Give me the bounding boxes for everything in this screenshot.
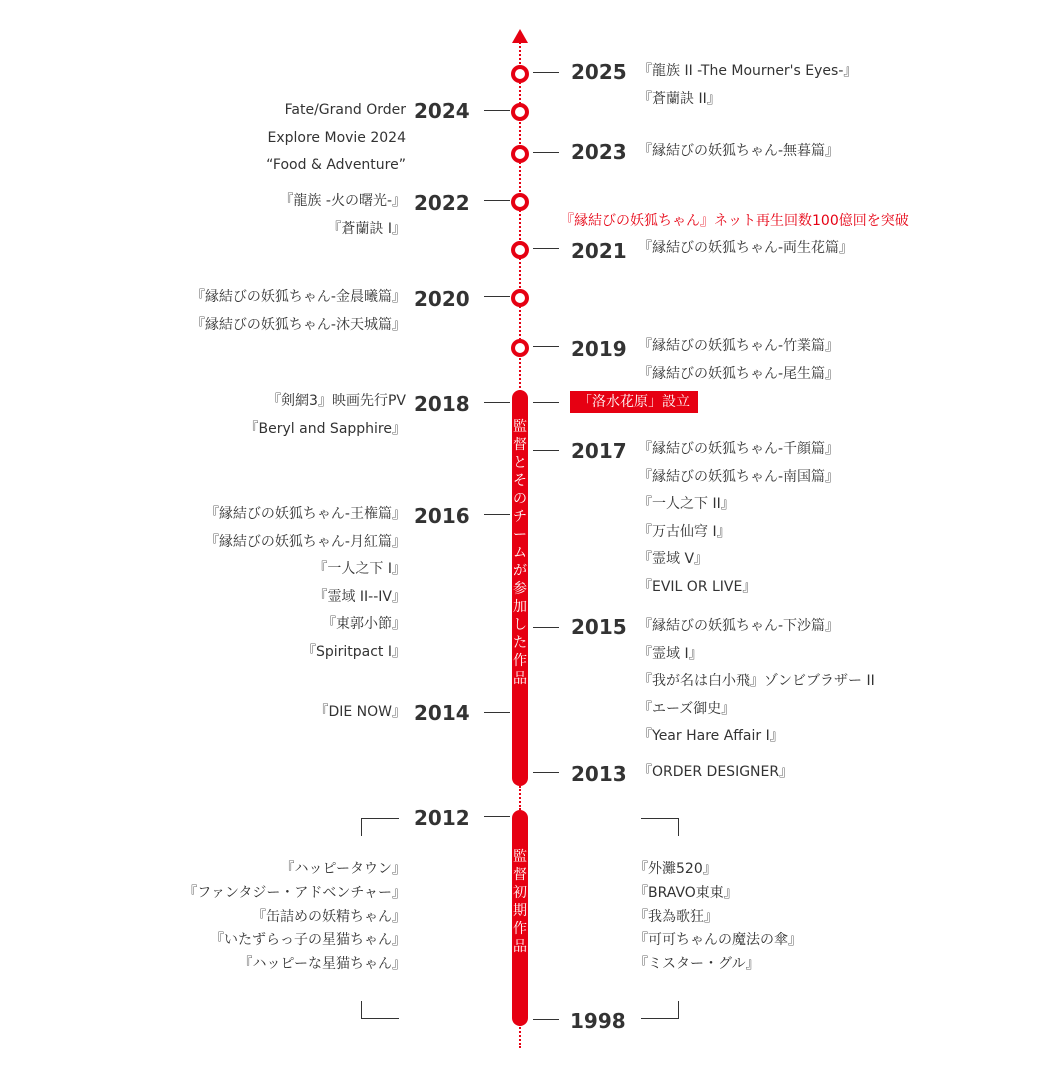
year-2023: 2023: [571, 140, 627, 164]
works-2024: [266, 97, 406, 180]
work-item: Fate/Grand Order: [284, 102, 406, 118]
work-item: 『Year Hare Affair I』: [638, 728, 784, 745]
work-item: 『万古仙穹 I』: [638, 523, 731, 540]
work-item: 『縁結びの妖狐ちゃん-金晨曦篇』: [190, 289, 406, 305]
works-2018: [245, 388, 406, 443]
tick-2018-right: [533, 402, 559, 403]
work-item: 『外灘520』: [634, 861, 717, 877]
works-2016: [205, 501, 406, 667]
work-item: 『霊域 V』: [638, 551, 709, 568]
year-marker-2025: [511, 65, 529, 83]
work-item: “Food & Adventure”: [266, 157, 406, 174]
work-item: 『縁結びの妖狐ちゃん-南国篇』: [638, 468, 840, 485]
works-2017: [638, 436, 839, 602]
year-2021: 2021: [571, 239, 627, 263]
work-item: 『Spiritpact I』: [301, 643, 406, 660]
work-item: 『可可ちゃんの魔法の傘』: [634, 932, 802, 949]
tick-2014: [484, 712, 510, 713]
year-marker-2021: [511, 241, 529, 259]
work-item: 『龍族 -火の曙光-』: [279, 193, 406, 209]
tick-2015: [533, 627, 559, 628]
works-2015: [638, 613, 875, 751]
work-item: 『ORDER DESIGNER』: [638, 764, 794, 780]
work-item: 『縁結びの妖狐ちゃん-下沙篇』: [638, 618, 840, 634]
work-item: 『縁結びの妖狐ちゃん-尾生篇』: [638, 365, 840, 382]
year-2016: 2016: [414, 504, 470, 528]
timeline-axis-lower: [519, 1024, 521, 1048]
tick-2023: [533, 152, 559, 153]
year-2015: 2015: [571, 615, 627, 639]
tick-2021: [533, 248, 559, 249]
works-2023: [638, 138, 839, 166]
works-2013: [638, 759, 793, 787]
year-2022: 2022: [414, 191, 470, 215]
year-2025: 2025: [571, 60, 627, 84]
studio-founded-badge: 「洛水花原」設立: [570, 391, 698, 413]
work-item: 『縁結びの妖狐ちゃん-月紅篇』: [204, 533, 406, 550]
work-item: 『我為歌狂』: [634, 908, 718, 925]
year-marker-2020: [511, 289, 529, 307]
early-works-label: 監督初期作品: [513, 849, 527, 955]
bracket-top-right: [641, 818, 679, 836]
works-2021: [638, 235, 853, 263]
works-2020: [191, 284, 406, 339]
work-item: 『蒼蘭訣 I』: [327, 220, 406, 237]
team-works-label: 監督とそのチームが参加した作品: [513, 419, 527, 687]
work-item: 『缶詰めの妖精ちゃん』: [252, 908, 406, 925]
works-2019: [638, 333, 839, 388]
work-item: 『縁結びの妖狐ちゃん-竹業篇』: [638, 338, 840, 354]
tick-2024: [484, 110, 510, 111]
year-2013: 2013: [571, 762, 627, 786]
work-item: 『EVIL OR LIVE』: [638, 578, 757, 595]
bracket-bottom-left: [361, 1001, 399, 1019]
timeline-axis-gap: [519, 786, 521, 810]
year-marker-2019: [511, 339, 529, 357]
works-2022: [279, 188, 406, 243]
tick-2012: [484, 816, 510, 817]
work-item: 『縁結びの妖狐ちゃん-王権篇』: [204, 506, 406, 522]
work-item: 『縁結びの妖狐ちゃん-千顔篇』: [638, 441, 840, 457]
year-marker-2024: [511, 103, 529, 121]
tick-2019: [533, 346, 559, 347]
tick-2016: [484, 514, 510, 515]
work-item: 『ハッピータウン』: [280, 861, 406, 877]
tick-1998: [533, 1019, 559, 1020]
year-2018: 2018: [414, 392, 470, 416]
year-marker-2023: [511, 145, 529, 163]
axis-arrow-icon: [512, 29, 528, 43]
year-2024: 2024: [414, 99, 470, 123]
work-item: 『一人之下 I』: [313, 561, 406, 578]
work-item: 『剣網3』映画先行PV: [267, 393, 406, 409]
work-item: 『龍族 II -The Mourner's Eyes-』: [638, 63, 858, 79]
work-item: Explore Movie 2024: [267, 129, 406, 146]
work-item: 『霊域 I』: [638, 645, 703, 662]
work-item: 『縁結びの妖狐ちゃん-両生花篇』: [638, 240, 854, 256]
work-item: 『Beryl and Sapphire』: [244, 420, 406, 437]
work-item: 『BRAVO東東』: [634, 884, 738, 901]
milestone-note: 『縁結びの妖狐ちゃん』ネット再生回数100億回を突破: [560, 213, 909, 229]
year-2020: 2020: [414, 287, 470, 311]
work-item: 『霊域 II--IV』: [313, 588, 406, 605]
work-item: 『蒼蘭訣 II』: [638, 90, 721, 107]
tick-2018-left: [484, 402, 510, 403]
work-item: 『我が名は白小飛』ゾンビブラザー II: [638, 673, 875, 690]
work-item: 『縁結びの妖狐ちゃん-無暮篇』: [638, 143, 840, 159]
works-2014: [314, 699, 406, 727]
early-works-left: [183, 858, 406, 977]
work-item: 『ハッピーな星猫ちゃん』: [238, 956, 406, 973]
work-item: 『エーズ御史』: [638, 700, 736, 717]
tick-2025: [533, 72, 559, 73]
tick-2013: [533, 772, 559, 773]
year-2014: 2014: [414, 701, 470, 725]
year-2017: 2017: [571, 439, 627, 463]
year-marker-2022: [511, 193, 529, 211]
tick-2020: [484, 296, 510, 297]
work-item: 『東郭小節』: [322, 616, 406, 633]
work-item: 『ミスター・グル』: [634, 956, 760, 973]
year-1998: 1998: [570, 1009, 626, 1033]
bracket-bottom-right: [641, 1001, 679, 1019]
bracket-top-left: [361, 818, 399, 836]
work-item: 『縁結びの妖狐ちゃん-沐天城篇』: [190, 316, 406, 333]
year-2012: 2012: [414, 806, 470, 830]
year-2019: 2019: [571, 337, 627, 361]
tick-2022: [484, 200, 510, 201]
work-item: 『ファンタジー・アドベンチャー』: [183, 884, 406, 901]
work-item: 『いたずらっ子の星猫ちゃん』: [210, 932, 406, 949]
work-item: 『DIE NOW』: [314, 704, 406, 720]
work-item: 『一人之下 II』: [638, 496, 735, 513]
tick-2017: [533, 450, 559, 451]
works-2025: [638, 58, 857, 113]
early-works-right: [634, 858, 802, 977]
